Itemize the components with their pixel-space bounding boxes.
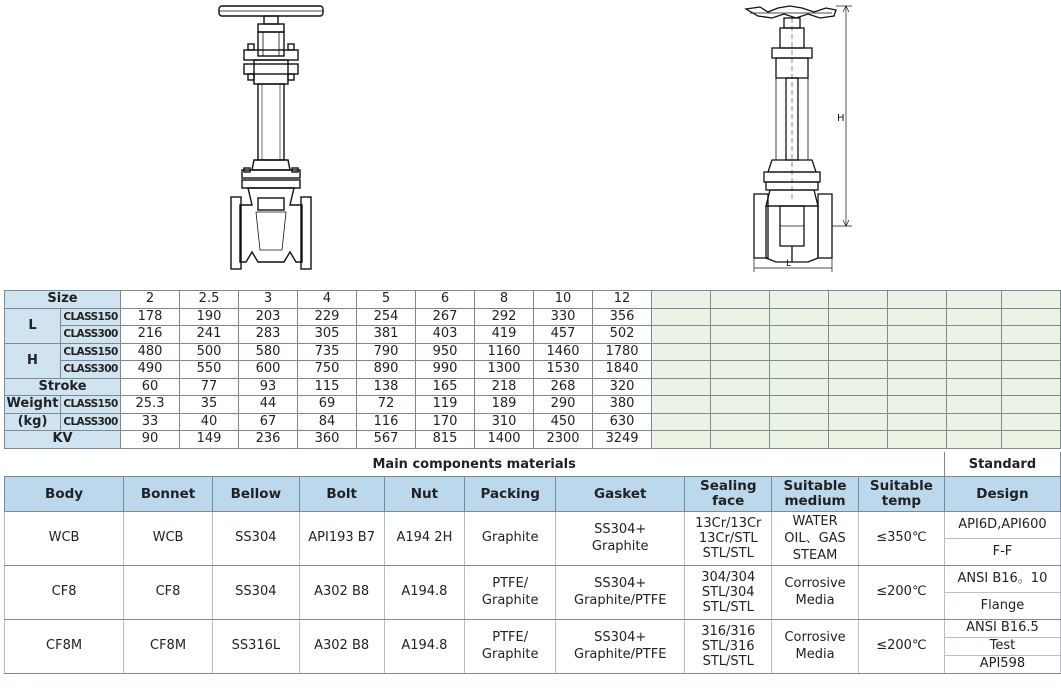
empty-cell	[770, 378, 829, 396]
test-standard: API598	[944, 656, 1060, 674]
w300-cell: 310	[475, 413, 534, 431]
bolt-material: A302 B8	[299, 620, 384, 674]
empty-cell	[947, 378, 1002, 396]
gasket-line: Graphite/PTFE	[574, 646, 667, 662]
empty-cell	[711, 308, 770, 326]
gasket-material	[556, 512, 685, 566]
packing-line: PTFE/	[492, 630, 529, 645]
body-material: CF8	[5, 566, 124, 620]
suitable-medium	[772, 566, 859, 620]
empty-cell	[829, 431, 888, 449]
h150-cell: 1460	[534, 343, 593, 361]
design-standard: ANSI B16.5	[944, 620, 1060, 638]
empty-cell	[888, 308, 947, 326]
stroke-cell: 115	[298, 378, 357, 396]
sealing-line: 13Cr/STL	[698, 531, 758, 546]
empty-cell	[652, 361, 711, 379]
h150-cell: 1780	[593, 343, 652, 361]
header-bolt: Bolt	[299, 477, 384, 512]
w150-cell: 119	[416, 396, 475, 414]
empty-cell	[652, 308, 711, 326]
size-cell: 5	[357, 291, 416, 309]
empty-cell	[770, 343, 829, 361]
medium-line: STEAM	[792, 548, 838, 563]
h150-cell: 735	[298, 343, 357, 361]
l150-cell: 229	[298, 308, 357, 326]
gasket-line: SS304+	[594, 630, 647, 645]
sealing-line: 13Cr/13Cr	[695, 516, 762, 531]
sealing-line: STL/STL	[702, 546, 754, 561]
materials-title-row	[5, 452, 1061, 477]
weight-unit-label: (kg)	[5, 413, 61, 431]
h300-cell: 990	[416, 361, 475, 379]
w150-cell: 189	[475, 396, 534, 414]
empty-cell	[1002, 291, 1061, 309]
size-cell: 8	[475, 291, 534, 309]
class300-label: CLASS300	[61, 326, 121, 344]
stroke-cell: 165	[416, 378, 475, 396]
w300-cell: 84	[298, 413, 357, 431]
header-design: Design	[944, 477, 1060, 512]
dimension-l-label: L	[786, 259, 792, 269]
bonnet-material: CF8	[124, 566, 213, 620]
class150-label: CLASS150	[61, 343, 121, 361]
design-standard: ANSI B16。10	[944, 566, 1060, 593]
empty-cell	[711, 413, 770, 431]
l-class300-row	[5, 326, 1061, 344]
stroke-cell: 77	[180, 378, 239, 396]
bonnet-material: CF8M	[124, 620, 213, 674]
empty-cell	[770, 291, 829, 309]
size-cell: 2	[121, 291, 180, 309]
empty-cell	[1002, 431, 1061, 449]
h300-cell: 490	[121, 361, 180, 379]
materials-header-row	[5, 477, 1061, 512]
class150-label: CLASS150	[61, 308, 121, 326]
empty-cell	[829, 343, 888, 361]
header-bellow: Bellow	[212, 477, 299, 512]
header-packing: Packing	[465, 477, 556, 512]
stroke-cell: 320	[593, 378, 652, 396]
bolt-material: API193 B7	[299, 512, 384, 566]
medium-line: Corrosive	[784, 630, 846, 645]
size-cell: 4	[298, 291, 357, 309]
l300-cell: 241	[180, 326, 239, 344]
suitable-temp: ≤200℃	[858, 566, 944, 620]
empty-cell	[888, 396, 947, 414]
empty-cell	[1002, 396, 1061, 414]
size-row	[5, 291, 1061, 309]
suitable-temp: ≤200℃	[858, 620, 944, 674]
standard-title: Standard	[944, 452, 1060, 477]
l300-cell: 457	[534, 326, 593, 344]
header-temp-line: temp	[881, 493, 922, 509]
empty-cell	[829, 413, 888, 431]
w300-cell: 67	[239, 413, 298, 431]
suitable-medium	[772, 620, 859, 674]
l300-cell: 305	[298, 326, 357, 344]
l150-cell: 190	[180, 308, 239, 326]
face-to-face-standard: F-F	[944, 539, 1060, 566]
header-suitable-medium	[772, 477, 859, 512]
packing-line: PTFE/	[492, 576, 529, 591]
gasket-line: Graphite	[591, 538, 649, 554]
empty-cell	[711, 396, 770, 414]
empty-cell	[711, 361, 770, 379]
sealing-face	[685, 566, 772, 620]
stroke-cell: 93	[239, 378, 298, 396]
empty-cell	[947, 291, 1002, 309]
empty-cell	[888, 413, 947, 431]
l300-cell: 502	[593, 326, 652, 344]
kv-cell: 1400	[475, 431, 534, 449]
empty-cell	[711, 291, 770, 309]
packing-line: Graphite	[481, 530, 539, 546]
w150-cell: 25.3	[121, 396, 180, 414]
stroke-cell: 60	[121, 378, 180, 396]
class300-label: CLASS300	[61, 361, 121, 379]
nut-material: A194.8	[384, 566, 465, 620]
bellow-material: SS316L	[212, 620, 299, 674]
empty-cell	[1002, 413, 1061, 431]
empty-cell	[1002, 378, 1061, 396]
sealing-line: 316/316	[701, 624, 756, 639]
size-cell: 10	[534, 291, 593, 309]
empty-cell	[770, 396, 829, 414]
kv-cell: 3249	[593, 431, 652, 449]
body-material: CF8M	[5, 620, 124, 674]
w300-cell: 40	[180, 413, 239, 431]
l300-cell: 216	[121, 326, 180, 344]
medium-line: Corrosive	[784, 576, 846, 591]
medium-line: OIL、GAS	[784, 531, 846, 546]
header-temp-line: Suitable	[869, 478, 933, 494]
empty-cell	[770, 308, 829, 326]
empty-cell	[711, 431, 770, 449]
empty-cell	[888, 378, 947, 396]
h300-cell: 890	[357, 361, 416, 379]
weight-class300-row	[5, 413, 1061, 431]
empty-cell	[1002, 343, 1061, 361]
bolt-material: A302 B8	[299, 566, 384, 620]
medium-line: WATER	[792, 514, 838, 529]
w300-cell: 33	[121, 413, 180, 431]
header-sealing-face: Sealing face	[685, 477, 772, 512]
kv-label: KV	[5, 431, 121, 449]
empty-cell	[888, 431, 947, 449]
empty-cell	[829, 308, 888, 326]
empty-cell	[652, 291, 711, 309]
l300-cell: 283	[239, 326, 298, 344]
stroke-label: Stroke	[5, 378, 121, 396]
h150-cell: 790	[357, 343, 416, 361]
medium-line: Media	[795, 592, 835, 608]
h300-cell: 750	[298, 361, 357, 379]
empty-cell	[1002, 361, 1061, 379]
packing-material	[465, 566, 556, 620]
h300-cell: 1300	[475, 361, 534, 379]
header-gasket: Gasket	[556, 477, 685, 512]
empty-cell	[711, 326, 770, 344]
test-standard-label: Test	[944, 638, 1060, 656]
l150-cell: 203	[239, 308, 298, 326]
materials-table	[4, 452, 1061, 674]
sealing-line: STL/STL	[702, 654, 754, 669]
empty-cell	[888, 291, 947, 309]
kv-cell: 90	[121, 431, 180, 449]
empty-cell	[829, 396, 888, 414]
empty-cell	[1002, 326, 1061, 344]
w150-cell: 380	[593, 396, 652, 414]
l300-cell: 381	[357, 326, 416, 344]
w150-cell: 72	[357, 396, 416, 414]
l150-cell: 254	[357, 308, 416, 326]
sealing-face	[685, 512, 772, 566]
header-nut: Nut	[384, 477, 465, 512]
kv-cell: 360	[298, 431, 357, 449]
empty-cell	[947, 361, 1002, 379]
kv-cell: 815	[416, 431, 475, 449]
packing-material	[465, 512, 556, 566]
gasket-material	[556, 566, 685, 620]
valve-front-view	[219, 6, 323, 269]
empty-cell	[770, 413, 829, 431]
dimension-h-label: H	[837, 113, 845, 124]
l150-cell: 330	[534, 308, 593, 326]
flange-standard: Flange	[944, 593, 1060, 620]
materials-row	[5, 566, 1061, 593]
packing-line: Graphite	[481, 592, 539, 608]
bonnet-material: WCB	[124, 512, 213, 566]
h-label: H	[5, 343, 61, 378]
w150-cell: 69	[298, 396, 357, 414]
empty-cell	[888, 326, 947, 344]
h150-cell: 1160	[475, 343, 534, 361]
header-body: Body	[5, 477, 124, 512]
empty-cell	[829, 361, 888, 379]
l300-cell: 403	[416, 326, 475, 344]
header-bonnet: Bonnet	[124, 477, 213, 512]
sealing-line: STL/316	[701, 639, 755, 654]
bellow-material: SS304	[212, 566, 299, 620]
empty-cell	[888, 361, 947, 379]
w300-cell: 450	[534, 413, 593, 431]
design-standard: API6D,API600	[944, 512, 1060, 539]
l150-cell: 356	[593, 308, 652, 326]
l-label: L	[5, 308, 61, 343]
class300-label: CLASS300	[61, 413, 121, 431]
size-cell: 2.5	[180, 291, 239, 309]
valve-side-view	[746, 6, 852, 272]
dimension-table	[4, 290, 1061, 449]
l150-cell: 267	[416, 308, 475, 326]
empty-cell	[829, 291, 888, 309]
stroke-cell: 218	[475, 378, 534, 396]
packing-line: Graphite	[481, 646, 539, 662]
empty-cell	[652, 343, 711, 361]
weight-label: Weight	[5, 396, 61, 414]
w300-cell: 630	[593, 413, 652, 431]
gasket-line: SS304+	[594, 576, 647, 591]
l300-cell: 419	[475, 326, 534, 344]
gasket-line: Graphite/PTFE	[574, 592, 667, 608]
empty-cell	[888, 343, 947, 361]
medium-line: Media	[795, 646, 835, 662]
empty-cell	[770, 361, 829, 379]
empty-cell	[652, 413, 711, 431]
empty-cell	[829, 378, 888, 396]
empty-cell	[947, 431, 1002, 449]
sealing-line: 304/304	[701, 570, 756, 585]
stroke-row	[5, 378, 1061, 396]
materials-row	[5, 512, 1061, 539]
l150-cell: 178	[121, 308, 180, 326]
stroke-cell: 138	[357, 378, 416, 396]
h300-cell: 1840	[593, 361, 652, 379]
bellow-material: SS304	[212, 512, 299, 566]
h150-cell: 480	[121, 343, 180, 361]
kv-row	[5, 431, 1061, 449]
h300-cell: 550	[180, 361, 239, 379]
h-class300-row	[5, 361, 1061, 379]
empty-cell	[947, 308, 1002, 326]
empty-cell	[652, 431, 711, 449]
suitable-temp: ≤350℃	[858, 512, 944, 566]
empty-cell	[711, 343, 770, 361]
w150-cell: 44	[239, 396, 298, 414]
sealing-line: STL/STL	[702, 600, 754, 615]
empty-cell	[711, 378, 770, 396]
sealing-line: STL/304	[701, 585, 755, 600]
h150-cell: 580	[239, 343, 298, 361]
header-medium-line: medium	[784, 493, 846, 509]
suitable-medium	[772, 512, 859, 566]
size-cell: 6	[416, 291, 475, 309]
kv-cell: 149	[180, 431, 239, 449]
kv-cell: 2300	[534, 431, 593, 449]
packing-material	[465, 620, 556, 674]
size-cell: 3	[239, 291, 298, 309]
l-class150-row	[5, 308, 1061, 326]
kv-cell: 236	[239, 431, 298, 449]
materials-row	[5, 620, 1061, 638]
l150-cell: 292	[475, 308, 534, 326]
size-label: Size	[5, 291, 121, 309]
header-medium-line: Suitable	[783, 478, 847, 494]
nut-material: A194 2H	[384, 512, 465, 566]
h300-cell: 600	[239, 361, 298, 379]
nut-material: A194.8	[384, 620, 465, 674]
empty-cell	[947, 343, 1002, 361]
gasket-line: SS304+	[594, 522, 647, 537]
weight-class150-row	[5, 396, 1061, 414]
empty-cell	[652, 396, 711, 414]
empty-cell	[947, 326, 1002, 344]
kv-cell: 567	[357, 431, 416, 449]
empty-cell	[770, 326, 829, 344]
gasket-material	[556, 620, 685, 674]
w300-cell: 170	[416, 413, 475, 431]
h300-cell: 1530	[534, 361, 593, 379]
empty-cell	[947, 396, 1002, 414]
w150-cell: 35	[180, 396, 239, 414]
size-cell: 12	[593, 291, 652, 309]
h-class150-row	[5, 343, 1061, 361]
h150-cell: 500	[180, 343, 239, 361]
valve-drawings	[0, 0, 1061, 288]
empty-cell	[652, 326, 711, 344]
empty-cell	[1002, 308, 1061, 326]
empty-cell	[947, 413, 1002, 431]
w300-cell: 116	[357, 413, 416, 431]
empty-cell	[829, 326, 888, 344]
materials-title: Main components materials	[372, 456, 576, 472]
empty-cell	[770, 431, 829, 449]
body-material: WCB	[5, 512, 124, 566]
h150-cell: 950	[416, 343, 475, 361]
header-suitable-temp	[858, 477, 944, 512]
class150-label: CLASS150	[61, 396, 121, 414]
empty-cell	[652, 378, 711, 396]
sealing-face	[685, 620, 772, 674]
stroke-cell: 268	[534, 378, 593, 396]
w150-cell: 290	[534, 396, 593, 414]
